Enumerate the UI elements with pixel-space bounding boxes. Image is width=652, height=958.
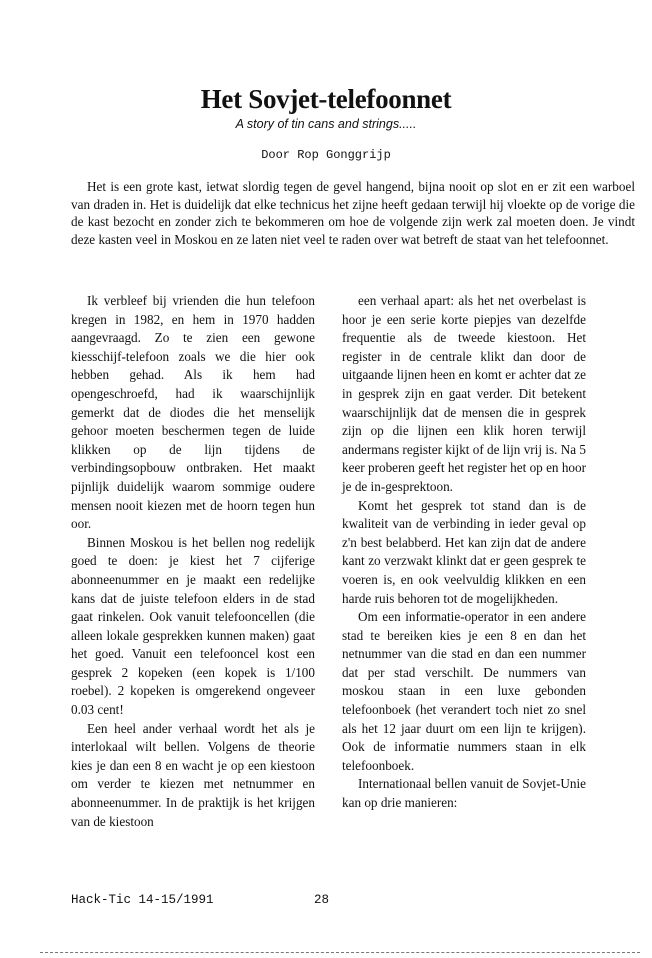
paragraph: een verhaal apart: als het net overbelast is hoor je een serie korte piepjes van dezelfde frequentie als de tweede kiestoon. Het register in de centrale klikt dan door de uitgaande lijnen heen en komt er achter dat ze in gesprek zijn en gaat verder. Dit betekent waarschijnlijk dat de mensen die in gesprek zijn op die lijnen een klik horen terwijl andermans register kijkt of de lijn vrij is. Na 5 keer proberen geeft het register het op en hoor je de in-gesprektoon.	[342, 293, 586, 494]
footer-publication: Hack-Tic 14-15/1991	[71, 893, 214, 907]
paragraph: Om een informatie-operator in een andere stad te bereiken kies je een 8 en dan het netnummer van die stad en dan een nummer dat per stad verschilt. De nummers van moskou staan in een luxe gebonden telefoonboek (het verandert toch niet zo snel als het 12 jaar duurt om een lijn te krijgen). Ook de informatie nummers staan in elk telefoonboek.	[342, 609, 586, 773]
intro-paragraph: Het is een grote kast, ietwat slordig tegen de gevel hangend, bijna nooit op slot en er zit een warboel van draden in. Het is duidelijk dat elke technicus het zijne heeft gedaan terwijl hij vloekte op de vorige die de kast bezocht en zonder zich te bekommeren om hoe de volgende zijn werk zal moeten doen. Je vindt deze kasten veel in Moskou en ze laten niet veel te raden over wat betreft de staat van het telefoonnet.	[71, 179, 635, 247]
article-title: Het Sovjet-telefoonnet	[200, 84, 452, 114]
paragraph: Ik verbleef bij vrienden die hun telefoon kregen in 1982, en hem in 1970 hadden aangevraagd. Zo te zien een gewone kiesschijf-telefoon zoals we die hier ook hebben gehad. Als ik hem had opengeschroefd, had ik waarschijnlijk gemerkt dat de diodes die het menselijk gehoor moeten beschermen tegen de luide klikken op de lijn tijdens de verbindingsopbouw ontbraken. Het maakt pijnlijk duidelijk waarom sommige oudere mensen nooit kiezen met de hoorn tegen hun oor.	[71, 293, 315, 532]
paragraph: Komt het gesprek tot stand dan is de kwaliteit van de verbinding in ieder geval op z'n best belabberd. Het kan zijn dat de andere kant zo verzwakt klinkt dat er geen gesprek te voeren is, en ook veelvuldig klikken en een harde ruis behoren tot de mogelijkheden.	[342, 497, 586, 606]
right-column	[342, 292, 586, 813]
left-column	[71, 292, 315, 831]
paragraph: Binnen Moskou is het bellen nog redelijk goed te doen: je kiest het 7 cijferige abonneenummer en je maakt een redelijke kans dat de juiste telefoon elders in de stad gaat rinkelen. Ook vanuit telefooncellen (die alleen lokale gesprekken kunnen maken) gaat het goed. Vanuit een telefooncel kost een gesprek 2 kopeken (een kopek is 1/100 roebel). 2 kopeken is omgerekend ongeveer 0.03 cent!	[71, 534, 315, 718]
paragraph: Internationaal bellen vanuit de Sovjet-Unie kan op drie manieren:	[342, 776, 586, 811]
article-byline: Door Rop Gonggrijp	[261, 148, 391, 162]
article-subtitle: A story of tin cans and strings.....	[235, 117, 417, 131]
paragraph: Een heel ander verhaal wordt het als je interlokaal wilt bellen. Volgens de theorie kies je dan een 8 en wacht je op een kiestoon om verder te kiezen met netnummer en abonneenummer. In de praktijk is het krijgen van de kiestoon	[71, 720, 315, 829]
bottom-divider	[40, 952, 640, 953]
footer-page-number: 28	[314, 893, 330, 907]
